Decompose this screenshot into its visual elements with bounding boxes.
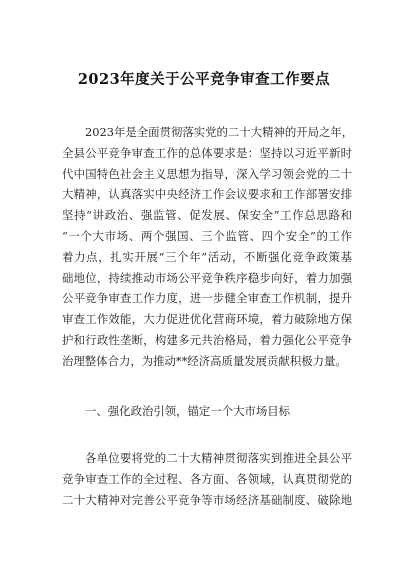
paragraph-line: 各单位要将党的二十大精神贯彻落实到推进全县公平 xyxy=(85,451,352,465)
paragraph-line: 大精神，认真落实中央经济工作会议要求和工作部署安排 xyxy=(62,187,352,202)
section-heading: 一、强化政治引领，锚定一个大市场目标 xyxy=(85,404,291,418)
paragraph-line: 二十大精神对完善公平竞争等市场经济基础制度、破除地 xyxy=(62,492,352,507)
paragraph-line: 治理整体合力，为推动**经济高质量发展贡献积极力量。 xyxy=(62,353,347,368)
paragraph-line: 审查工作效能，大力促进优化营商环境，着力破除地方保 xyxy=(62,312,352,327)
intro-paragraph xyxy=(62,122,352,372)
paragraph-line: “一个大市场、两个强国、三个监管、四个安全”的工作 xyxy=(62,228,352,243)
paragraph-line: 2023年是全面贯彻落实党的二十大精神的开局之年， xyxy=(85,125,354,139)
paragraph-line: 着力点，扎实开展“三个年”活动，不断强化竞争政策基 xyxy=(62,249,352,264)
paragraph-line: 坚持“讲政治、强监管、促发展、保安全”工作总思路和 xyxy=(62,208,352,223)
paragraph-line: 竞争审查工作的全过程、各方面、各领域，认真贯彻党的 xyxy=(62,471,352,486)
paragraph-line: 础地位，持续推动市场公平竞争秩序稳步向好，着力加强 xyxy=(62,270,352,285)
paragraph-line: 全县公平竞争审查工作的总体要求是：坚持以习近平新时 xyxy=(62,145,352,160)
paragraph-line: 公平竞争审查工作力度，进一步健全审查工作机制，提升 xyxy=(62,291,352,306)
paragraph-line: 代中国特色社会主义思想为指导，深入学习领会党的二十 xyxy=(62,166,352,181)
section-paragraph xyxy=(62,448,352,510)
document-title: 2023年度关于公平竞争审查工作要点 xyxy=(77,71,331,88)
paragraph-line: 护和行政性垄断，构建多元共治格局，着力强化公平竞争 xyxy=(62,332,352,347)
